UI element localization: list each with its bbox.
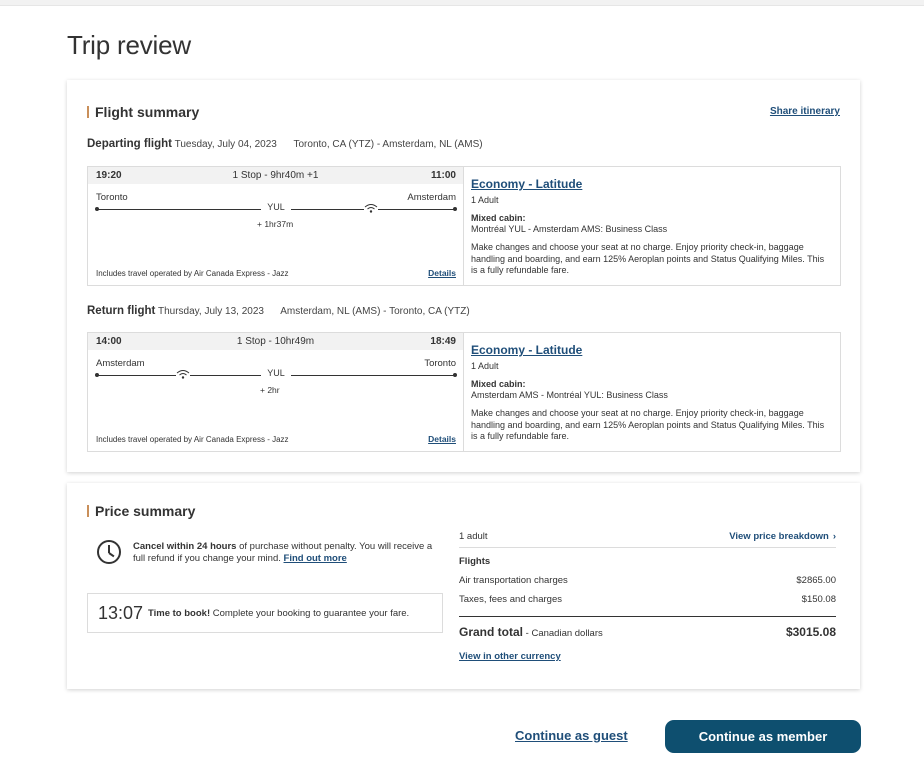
price-passengers: 1 adult bbox=[459, 531, 488, 542]
timer-text: Complete your booking to guarantee your fare. bbox=[210, 608, 410, 619]
clock-icon bbox=[97, 540, 121, 564]
grand-total-row bbox=[459, 625, 836, 639]
mixed-cabin-label: Mixed cabin: bbox=[471, 213, 526, 223]
arrival-time: 11:00 bbox=[430, 170, 456, 181]
passengers-row bbox=[459, 531, 836, 542]
fare-info bbox=[471, 333, 835, 451]
fare-info bbox=[471, 167, 835, 285]
flights-label: Flights bbox=[459, 556, 491, 567]
mixed-cabin-segment: Amsterdam AMS - Montréal YUL: Business Class bbox=[471, 390, 668, 400]
departure-time: 14:00 bbox=[96, 336, 122, 347]
flight-time-bar bbox=[88, 167, 463, 184]
departing-flight-box bbox=[87, 166, 841, 286]
stops-duration: 1 Stop - 9hr40m +1 bbox=[232, 170, 319, 181]
continue-as-guest-link[interactable]: Continue as guest bbox=[515, 728, 628, 743]
flight-date: Tuesday, July 04, 2023 bbox=[174, 139, 277, 150]
timer-value: 13:07 bbox=[98, 603, 144, 623]
flight-label: Departing flight bbox=[87, 138, 172, 150]
view-price-breakdown-link[interactable] bbox=[729, 531, 836, 542]
origin-dot bbox=[95, 207, 99, 211]
flight-route: Amsterdam, NL (AMS) - Toronto, CA (YTZ) bbox=[280, 306, 470, 317]
air-charges-label: Air transportation charges bbox=[459, 575, 568, 586]
destination-dot bbox=[453, 207, 457, 211]
page-title: Trip review bbox=[67, 30, 191, 60]
flight-timeline bbox=[88, 167, 464, 285]
price-summary-card bbox=[67, 483, 860, 689]
taxes-value: $150.08 bbox=[801, 594, 836, 605]
wifi-icon bbox=[364, 201, 378, 213]
cabin-link[interactable]: Economy - Latitude bbox=[471, 177, 583, 191]
cancel-text: of purchase without penalty. You will receive a full refund if you change your mind. bbox=[133, 541, 433, 564]
taxes-label: Taxes, fees and charges bbox=[459, 594, 562, 605]
grand-total-divider bbox=[459, 616, 836, 617]
mixed-cabin-segment: Montréal YUL - Amsterdam AMS: Business Class bbox=[471, 224, 668, 234]
grand-total-value: $3015.08 bbox=[785, 625, 836, 639]
passenger-count: 1 Adult bbox=[471, 195, 499, 205]
price-summary-title: Price summary bbox=[87, 503, 195, 519]
destination-city: Amsterdam bbox=[407, 192, 456, 203]
origin-city: Toronto bbox=[96, 192, 128, 203]
origin-city: Amsterdam bbox=[96, 358, 145, 369]
continue-as-member-button[interactable]: Continue as member bbox=[665, 720, 861, 753]
arrival-time: 18:49 bbox=[430, 336, 456, 347]
booking-timer bbox=[87, 593, 443, 633]
cancellation-notice bbox=[133, 541, 445, 564]
flight-label: Return flight bbox=[87, 305, 156, 317]
top-bar bbox=[0, 0, 924, 6]
stops-duration: 1 Stop - 10hr49m bbox=[236, 336, 315, 347]
stop-code: YUL bbox=[261, 202, 291, 212]
view-other-currency-link[interactable]: View in other currency bbox=[459, 651, 561, 662]
flight-summary-card bbox=[67, 80, 860, 472]
passenger-count: 1 Adult bbox=[471, 361, 499, 371]
mixed-cabin-label: Mixed cabin: bbox=[471, 379, 526, 389]
flight-summary-title: Flight summary bbox=[87, 104, 199, 120]
route-line bbox=[96, 368, 456, 381]
chevron-right-icon: › bbox=[832, 531, 836, 542]
layover-duration: + 2hr bbox=[260, 385, 280, 395]
air-charges-value: $2865.00 bbox=[796, 575, 836, 586]
flight-route: Toronto, CA (YTZ) - Amsterdam, NL (AMS) bbox=[293, 139, 483, 150]
find-out-more-link[interactable]: Find out more bbox=[283, 552, 347, 564]
cabin-link[interactable]: Economy - Latitude bbox=[471, 343, 583, 357]
air-charges-row bbox=[459, 575, 836, 586]
wifi-icon bbox=[176, 367, 190, 379]
route-line bbox=[96, 202, 456, 215]
view-breakdown-label: View price breakdown bbox=[729, 531, 829, 542]
divider bbox=[459, 547, 836, 548]
operated-by: Includes travel operated by Air Canada Express - Jazz bbox=[96, 435, 289, 444]
destination-city: Toronto bbox=[424, 358, 456, 369]
stop-code: YUL bbox=[261, 368, 291, 378]
taxes-row bbox=[459, 594, 836, 605]
fare-description: Make changes and choose your seat at no charge. Enjoy priority check-in, baggage handling and boarding, and earn 125% Aeroplan points and Status Qualifying Miles. This is a fully refundable fare. bbox=[471, 408, 825, 441]
flight-timeline bbox=[88, 333, 464, 451]
timer-bold: Time to book! bbox=[148, 608, 211, 619]
return-flight-box bbox=[87, 332, 841, 452]
flight-date: Thursday, July 13, 2023 bbox=[157, 306, 264, 317]
details-link[interactable]: Details bbox=[428, 434, 456, 444]
share-itinerary-link[interactable]: Share itinerary bbox=[769, 106, 840, 117]
details-link[interactable]: Details bbox=[428, 268, 456, 278]
grand-total-label: Grand total bbox=[459, 625, 524, 639]
cancel-bold: Cancel within 24 hours bbox=[133, 541, 237, 552]
departure-time: 19:20 bbox=[96, 170, 122, 181]
operated-by: Includes travel operated by Air Canada Express - Jazz bbox=[96, 269, 289, 278]
timer-message bbox=[148, 608, 409, 619]
flight-time-bar bbox=[88, 333, 463, 350]
origin-dot bbox=[95, 373, 99, 377]
destination-dot bbox=[453, 373, 457, 377]
return-flight-header bbox=[87, 305, 470, 317]
grand-total-currency: - Canadian dollars bbox=[523, 628, 603, 639]
layover-duration: + 1hr37m bbox=[257, 219, 294, 229]
departing-flight-header bbox=[87, 138, 483, 150]
fare-description: Make changes and choose your seat at no charge. Enjoy priority check-in, baggage handling and boarding, and earn 125% Aeroplan points and Status Qualifying Miles. This is a fully refundable fare. bbox=[471, 242, 825, 275]
